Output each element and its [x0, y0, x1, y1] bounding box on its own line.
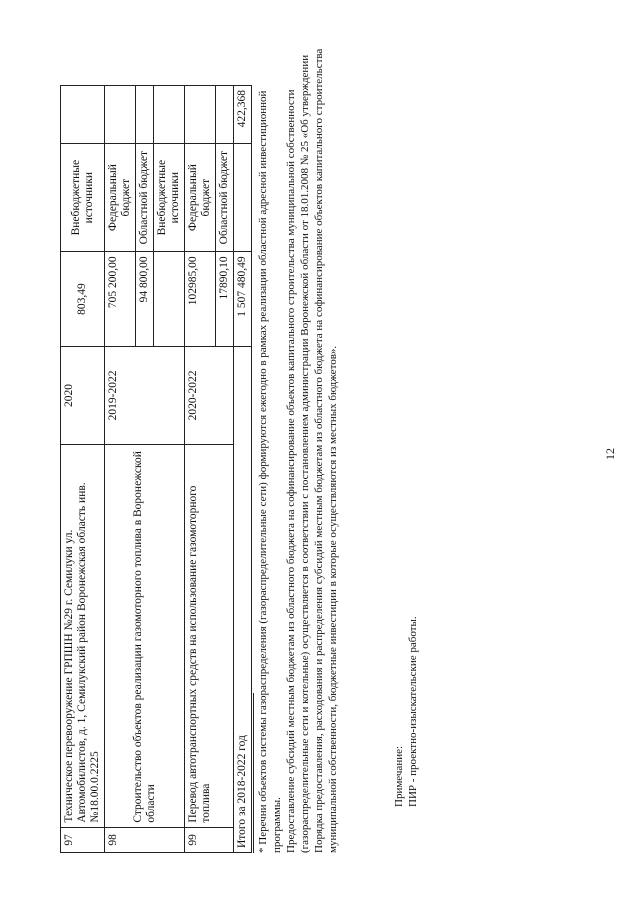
row-number: 98 — [105, 827, 185, 852]
source-cell: Федеральный бюджет — [105, 143, 136, 252]
year-cell: 2020-2022 — [185, 346, 234, 444]
footnote-divider — [253, 693, 254, 853]
empty-cell — [136, 86, 154, 144]
empty-cell — [154, 86, 185, 144]
note-text: ПИР - проектно-изыскательские работы. — [407, 616, 419, 807]
amount-cell: 102985,00 — [185, 252, 216, 346]
footnote-1: * Перечни объектов системы газораспределения (газораспределительные сети) формируются ежегодно в рамках реализации областной адресной инвестиционной программы. — [257, 90, 283, 853]
investment-table — [60, 85, 252, 853]
table-row-total — [234, 86, 252, 853]
year-cell: 2019-2022 — [105, 346, 185, 444]
amount-cell: 17890,10 — [216, 252, 234, 346]
page-number: 12 — [603, 448, 617, 460]
source-cell: Внебюджетные источники — [154, 143, 185, 252]
note — [392, 616, 420, 807]
object-name: Перевод автотранспортных средств на использование газомоторного топлива — [185, 445, 234, 827]
amount-cell: 94 800,00 — [136, 252, 154, 346]
total-amount: 1 507 480,49 — [234, 252, 252, 346]
object-name: Техническое перевооружение ГРПШН №29 г. Семилуки ул. Автомобилистов, д. 1, Семилукский район Воронежская область инв. №18.00.0.2225 — [61, 445, 105, 827]
year-cell: 2020 — [61, 346, 105, 444]
object-name: Строительство объектов реализации газомоторного топлива в Воронежской области — [105, 445, 185, 827]
total-last-value: 422,368 — [234, 86, 252, 144]
table-row — [105, 86, 136, 853]
amount-cell: 705 200,00 — [105, 252, 136, 346]
table-row — [185, 86, 216, 853]
footnote-2: Предоставление субсидий местным бюджетам из областного бюджета на софинансирование объектов капитального строительства муниципальной собственности (газораспределительные сети и котельные) осуществляется в соответствии с постановлением администрации Воронежской области от 18.01.2008 № 25 «Об утверждении Порядка предоставления, расходования и распределения субсидий местным бюджетам из областного бюджета на софинансирование объектов капитального строительства муниципальной собственности, бюджетные инвестиции в которые осуществляются из местных бюджетов». — [285, 48, 339, 853]
total-label: Итого за 2018-2022 год — [234, 346, 252, 852]
source-cell: Областной бюджет — [216, 143, 234, 252]
note-title: Примечание: — [393, 745, 405, 807]
footnotes — [256, 33, 340, 853]
source-cell: Внебюджетные источники — [61, 143, 105, 252]
row-number: 99 — [185, 827, 234, 852]
amount-cell — [154, 252, 185, 346]
empty-cell — [105, 86, 136, 144]
table-row — [61, 86, 105, 853]
row-number: 97 — [61, 827, 105, 852]
empty-cell — [61, 86, 105, 144]
empty-cell — [216, 86, 234, 144]
amount-cell: 803,49 — [61, 252, 105, 346]
empty-cell — [185, 86, 216, 144]
source-cell: Федеральный бюджет — [185, 143, 216, 252]
source-cell: Областной бюджет — [136, 143, 154, 252]
empty-cell — [234, 143, 252, 252]
